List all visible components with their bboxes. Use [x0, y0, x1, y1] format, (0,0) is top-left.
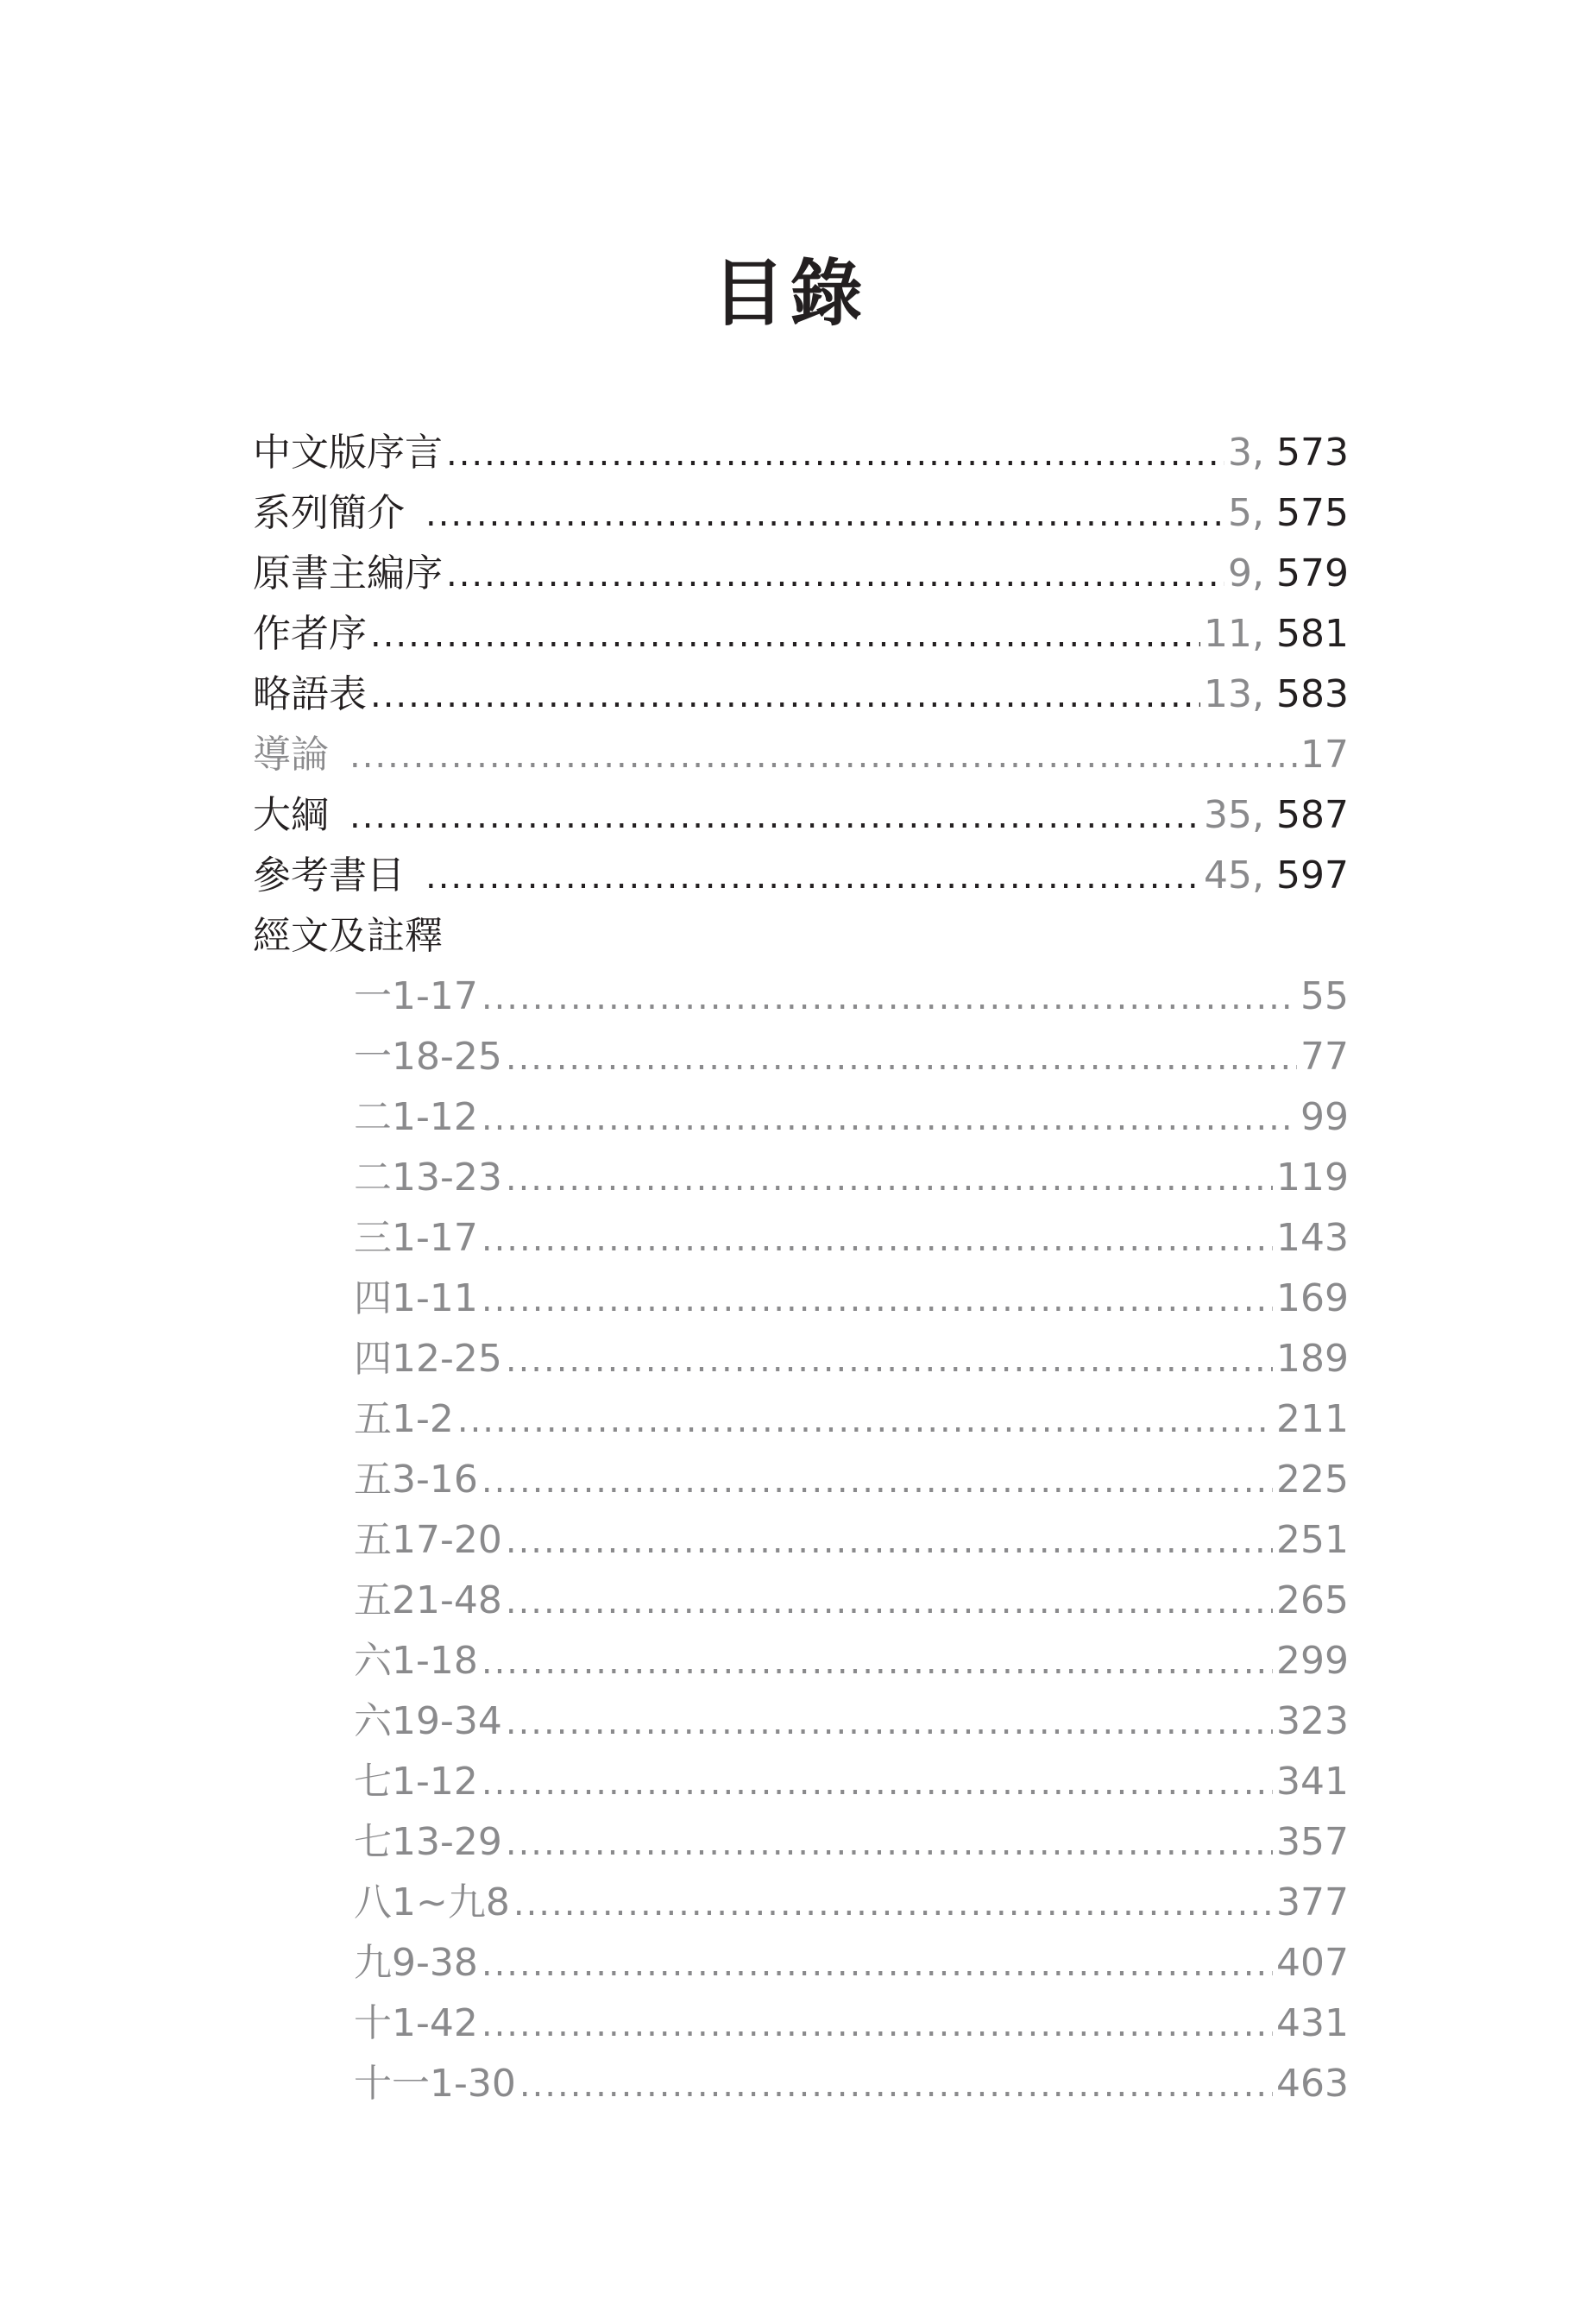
toc-subentry[interactable]: [253, 1993, 1349, 2054]
dot-leader: [482, 1753, 1273, 1813]
dot-leader: [482, 1934, 1273, 1994]
toc-subentry-label: 五17-20: [354, 1518, 502, 1562]
toc-subentry-page: 323: [1276, 1699, 1349, 1743]
toc-subentry[interactable]: [253, 1269, 1349, 1329]
page-number-gray: 17: [1300, 733, 1349, 777]
toc-subentry-page: 357: [1276, 1820, 1349, 1864]
toc-subentry[interactable]: [253, 1510, 1349, 1571]
dot-leader: [506, 1692, 1273, 1753]
page-number-dark: 583: [1276, 672, 1349, 716]
toc-section-text-and-commentary: [253, 906, 1349, 967]
dot-leader: [482, 1209, 1273, 1269]
toc-subentry-page: 77: [1300, 1035, 1349, 1079]
toc-entry-preface-chinese[interactable]: [253, 423, 1349, 483]
toc-subentry-label: 五1-2: [354, 1397, 454, 1441]
page-number-gray: 45,: [1204, 853, 1265, 897]
toc-subentry-page: 189: [1276, 1337, 1349, 1381]
page-number-dark: 575: [1276, 491, 1349, 535]
page-title: 目錄: [712, 251, 868, 336]
toc-subentry[interactable]: [253, 1873, 1349, 1933]
toc-entry-pages: [1204, 664, 1349, 725]
toc-subentry[interactable]: [253, 2054, 1349, 2114]
toc-entry-label: 原書主編序: [253, 551, 443, 595]
toc-entry-pages: [1204, 846, 1349, 906]
table-of-contents: [253, 423, 1349, 2114]
toc-subentry[interactable]: [253, 1208, 1349, 1269]
toc-subentry-label: 四1-11: [354, 1276, 478, 1320]
toc-subentry-label: 六19-34: [354, 1699, 502, 1743]
dot-leader: [482, 1451, 1273, 1511]
dot-leader: [370, 605, 1200, 665]
toc-subentry[interactable]: [253, 1631, 1349, 1691]
toc-entry-pages: [1300, 725, 1349, 785]
dot-leader: [506, 1149, 1273, 1209]
toc-subentry[interactable]: [253, 1087, 1349, 1148]
toc-entry-author-preface[interactable]: [253, 604, 1349, 664]
toc-entry-label: 參考書目: [253, 853, 405, 897]
toc-entry-pages: [1228, 423, 1349, 483]
toc-subentry-label: 七13-29: [354, 1820, 502, 1864]
toc-subentry-label: 二13-23: [354, 1156, 502, 1200]
toc-subentry-label: 四12-25: [354, 1337, 502, 1381]
dot-leader: [482, 967, 1297, 1028]
page-number-gray: 13,: [1204, 672, 1265, 716]
toc-subentry[interactable]: [253, 1691, 1349, 1752]
page-number-dark: 579: [1276, 551, 1349, 595]
dot-leader: [446, 424, 1224, 484]
toc-subentry-page: 463: [1276, 2062, 1349, 2106]
toc-subentry[interactable]: [253, 1027, 1349, 1087]
toc-subentry-label: 九9-38: [354, 1941, 478, 1985]
toc-entry-label: 作者序: [253, 612, 367, 656]
toc-entry-series-intro[interactable]: [253, 483, 1349, 544]
toc-entry-label: 略語表: [253, 672, 367, 716]
toc-subentry-label: 十1-42: [354, 2001, 478, 2045]
toc-subentry-page: 251: [1276, 1518, 1349, 1562]
dot-leader: [506, 1813, 1273, 1874]
toc-subentry-page: 431: [1276, 2001, 1349, 2045]
toc-entry-bibliography[interactable]: [253, 846, 1349, 906]
page-number-gray: 35,: [1204, 793, 1265, 837]
toc-subentry[interactable]: [253, 1329, 1349, 1389]
page-number-gray: 5,: [1228, 491, 1265, 535]
toc-subentry-page: 225: [1276, 1458, 1349, 1502]
toc-subentry-label: 八1~九8: [354, 1880, 510, 1924]
toc-subentry-label: 五21-48: [354, 1578, 502, 1622]
toc-subentry-page: 169: [1276, 1276, 1349, 1320]
page-number-gray: 11,: [1204, 612, 1265, 656]
toc-entry-editor-preface[interactable]: [253, 544, 1349, 604]
toc-subentry-label: 十一1-30: [354, 2062, 516, 2106]
toc-entry-pages: [1228, 544, 1349, 604]
toc-entry-label: 大綱: [253, 793, 329, 837]
toc-entry-introduction[interactable]: [253, 725, 1349, 785]
toc-section-label: 經文及註釋: [253, 914, 443, 958]
toc-subentry-label: 一1-17: [354, 974, 478, 1018]
toc-subentry-page: 55: [1300, 974, 1349, 1018]
toc-subentry-label: 五3-16: [354, 1458, 478, 1502]
page-number-dark: 587: [1276, 793, 1349, 837]
toc-entry-pages: [1228, 483, 1349, 544]
toc-subentry-page: 377: [1276, 1880, 1349, 1924]
dot-leader: [482, 1088, 1297, 1149]
toc-entry-pages: [1204, 604, 1349, 664]
toc-subentry[interactable]: [253, 1450, 1349, 1510]
dot-leader: [425, 484, 1224, 545]
toc-subentry[interactable]: [253, 1571, 1349, 1631]
page-number-dark: 597: [1276, 853, 1349, 897]
toc-subentry-page: 211: [1276, 1397, 1349, 1441]
toc-subentry-page: 299: [1276, 1639, 1349, 1683]
toc-subentry[interactable]: [253, 1148, 1349, 1208]
toc-subentry-page: 99: [1300, 1095, 1349, 1139]
dot-leader: [513, 1874, 1273, 1934]
dot-leader: [519, 2055, 1273, 2115]
toc-subentry-label: 二1-12: [354, 1095, 478, 1139]
toc-subentry-page: 119: [1276, 1156, 1349, 1200]
toc-entry-label: 中文版序言: [253, 431, 443, 475]
page-number-gray: 3,: [1228, 431, 1265, 475]
dot-leader: [506, 1330, 1273, 1390]
toc-entry-pages: [1204, 785, 1349, 846]
dot-leader: [446, 545, 1224, 605]
dot-leader: [506, 1511, 1273, 1571]
toc-subentry-label: 六1-18: [354, 1639, 478, 1683]
page-number-dark: 581: [1276, 612, 1349, 656]
toc-entry-label: 系列簡介: [253, 491, 405, 535]
toc-subentry-page: 265: [1276, 1578, 1349, 1622]
toc-entry-abbreviations[interactable]: [253, 664, 1349, 725]
dot-leader: [482, 1994, 1273, 2055]
toc-subentry[interactable]: [253, 1389, 1349, 1450]
toc-subentry[interactable]: [253, 967, 1349, 1027]
page-number-dark: 573: [1276, 431, 1349, 475]
dot-leader: [349, 726, 1297, 786]
dot-leader: [506, 1028, 1297, 1088]
dot-leader: [457, 1390, 1273, 1451]
toc-entry-label: 導論: [253, 733, 329, 777]
dot-leader: [482, 1632, 1273, 1692]
toc-subentry[interactable]: [253, 1812, 1349, 1873]
dot-leader: [349, 786, 1200, 847]
page-number-gray: 9,: [1228, 551, 1265, 595]
toc-subentry-page: 341: [1276, 1760, 1349, 1804]
toc-subentry-label: 七1-12: [354, 1760, 478, 1804]
toc-subentry-page: 407: [1276, 1941, 1349, 1985]
toc-subentry[interactable]: [253, 1933, 1349, 1993]
toc-subentry-page: 143: [1276, 1216, 1349, 1260]
dot-leader: [506, 1571, 1273, 1632]
toc-subentry-label: 一18-25: [354, 1035, 502, 1079]
dot-leader: [482, 1269, 1273, 1330]
toc-entry-outline[interactable]: [253, 785, 1349, 846]
dot-leader: [425, 847, 1200, 907]
toc-subentry[interactable]: [253, 1752, 1349, 1812]
toc-subentry-label: 三1-17: [354, 1216, 478, 1260]
dot-leader: [370, 665, 1200, 726]
